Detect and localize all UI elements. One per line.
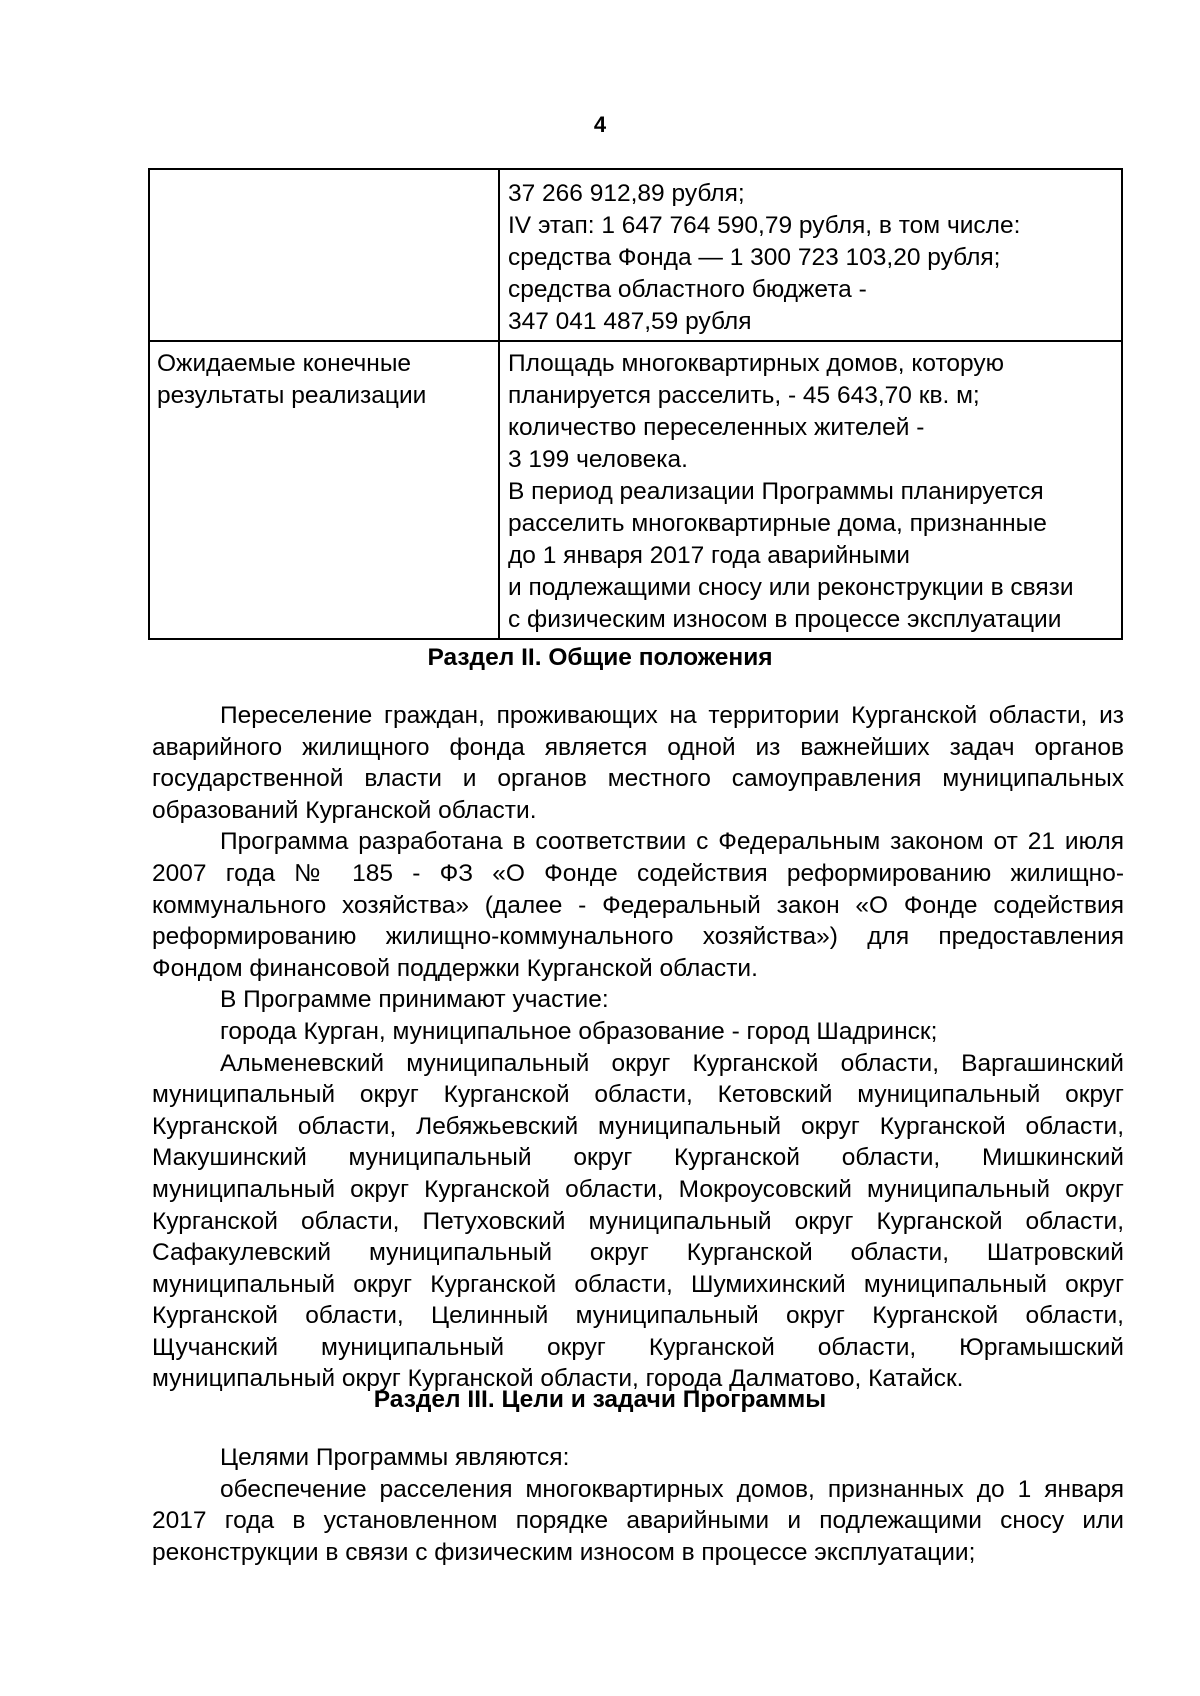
cell-line: результаты реализации — [157, 382, 427, 409]
table-cell-label — [149, 169, 499, 341]
cell-line: до 1 января 2017 года аварийными — [508, 542, 910, 569]
paragraph: обеспечение расселения многоквартирных домов, признанных до 1 января 2017 года в установленном порядке аварийными и подлежащими сносу или реконструкции в связи с физическим износом в процессе эксплуатации; — [152, 1475, 1124, 1566]
table-row — [149, 169, 1122, 341]
cell-line: средства областного бюджета - — [508, 276, 867, 303]
cell-line: 37 266 912,89 рубля; — [508, 180, 745, 207]
cell-line: расселить многоквартирные дома, признанные — [508, 510, 1047, 537]
cell-line: количество переселенных жителей - — [508, 414, 925, 441]
paragraph: города Курган, муниципальное образование - город Шадринск; — [220, 1017, 938, 1045]
cell-line: с физическим износом в процессе эксплуатации — [508, 606, 1062, 633]
cell-line: средства Фонда — 1 300 723 103,20 рубля; — [508, 244, 1001, 271]
cell-line: В период реализации Программы планируется — [508, 478, 1044, 505]
cell-line: Площадь многоквартирных домов, которую — [508, 350, 1005, 377]
table-row — [149, 341, 1122, 639]
page-number: 4 — [593, 112, 607, 137]
section-heading: Раздел III. Цели и задачи Программы — [373, 1386, 827, 1413]
table-cell-value — [499, 341, 1122, 639]
cell-line: и подлежащими сносу или реконструкции в связи — [508, 574, 1074, 601]
section-body — [152, 1442, 1124, 1568]
paragraph: Альменевский муниципальный округ Курганской области, Варгашинский муниципальный округ Курганской области, Кетовский муниципальный округ Курганской области, Лебяжьевский муниципальный округ Курганской области, Макушинский муниципальный округ Курганской области, Мишкинский муниципальный округ Курганской области, Мокроусовский муниципальный округ Курганской области, Петуховский муниципальный округ Курганской области, Сафакулевский муниципальный округ Курганской области, Шатровский муниципальный округ Курганской области, Шумихинский муниципальный округ Курганской области, Целинный муниципальный округ Курганской области, Щучанский муниципальный округ Курганской области, Юргамышский муниципальный округ Курганской области, города Далматово, Катайск. — [152, 1049, 1124, 1393]
cell-line: 3 199 человека. — [508, 446, 688, 473]
cell-line: IV этап: 1 647 764 590,79 рубля, в том числе: — [508, 212, 1021, 239]
section-body — [152, 700, 1124, 1395]
paragraph: Программа разработана в соответствии с Федеральным законом от 21 июля 2007 года № 185 - ФЗ «О Фонде содействия реформированию жилищно-коммунального хозяйства» (далее - Федеральный закон «О Фонде содействия реформированию жилищно-коммунального хозяйства») для предоставления Фондом финансовой поддержки Курганской области. — [152, 828, 1124, 982]
program-summary-table — [148, 168, 1123, 640]
table-cell-value — [499, 169, 1122, 341]
cell-line: планируется расселить, - 45 643,70 кв. м; — [508, 382, 980, 409]
table-cell-label — [149, 341, 499, 639]
section-heading: Раздел II. Общие положения — [427, 644, 773, 671]
cell-line: 347 041 487,59 рубля — [508, 308, 752, 335]
cell-line: Ожидаемые конечные — [157, 350, 412, 377]
paragraph: Переселение граждан, проживающих на территории Курганской области, из аварийного жилищного фонда является одной из важнейших задач органов государственной власти и органов местного самоуправления муниципальных образований Курганской области. — [152, 702, 1124, 824]
paragraph: Целями Программы являются: — [220, 1444, 570, 1471]
paragraph: В Программе принимают участие: — [220, 986, 609, 1014]
